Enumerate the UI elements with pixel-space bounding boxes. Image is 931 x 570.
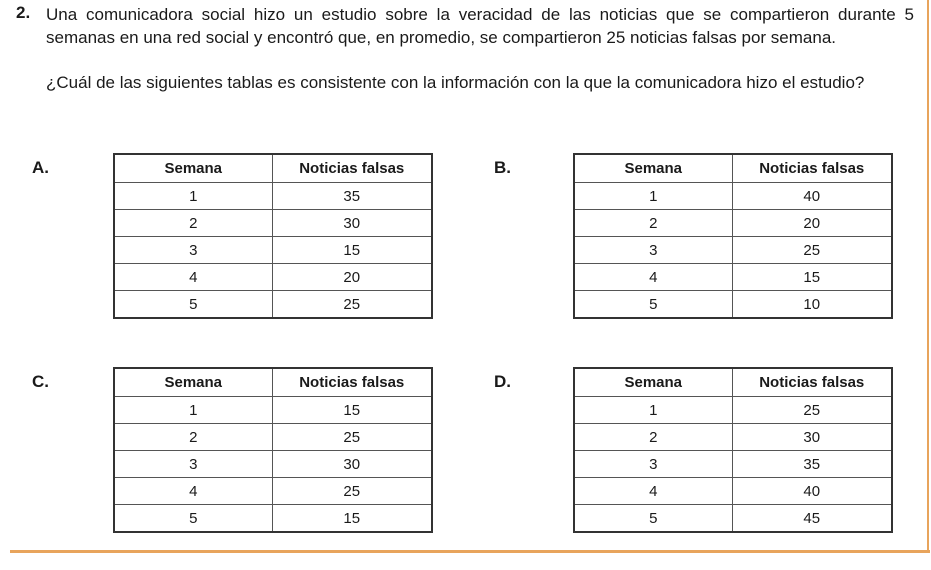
header-noticias-falsas: Noticias falsas — [732, 154, 892, 183]
option-b-letter[interactable]: B. — [494, 158, 511, 177]
table-row — [114, 210, 432, 237]
cell-count: 15 — [732, 264, 892, 291]
table-row — [114, 264, 432, 291]
cell-count: 15 — [272, 505, 432, 533]
option-a-letter[interactable]: A. — [32, 158, 49, 177]
cell-week: 3 — [574, 237, 732, 264]
table-row — [114, 505, 432, 533]
table-row — [114, 237, 432, 264]
cell-count: 20 — [732, 210, 892, 237]
table-row — [114, 291, 432, 319]
cell-week: 2 — [114, 210, 272, 237]
table-header-row — [114, 154, 432, 183]
table-row — [114, 478, 432, 505]
cell-count: 25 — [272, 291, 432, 319]
cell-week: 2 — [114, 424, 272, 451]
cell-count: 45 — [732, 505, 892, 533]
cell-count: 25 — [272, 424, 432, 451]
header-semana: Semana — [114, 368, 272, 397]
table-row — [574, 264, 892, 291]
cell-count: 40 — [732, 478, 892, 505]
right-accent-rule — [927, 0, 929, 552]
table-row — [574, 505, 892, 533]
table-row — [574, 451, 892, 478]
cell-week: 4 — [114, 264, 272, 291]
cell-week: 4 — [114, 478, 272, 505]
cell-week: 4 — [574, 478, 732, 505]
cell-week: 2 — [574, 210, 732, 237]
header-noticias-falsas: Noticias falsas — [272, 368, 432, 397]
cell-week: 5 — [114, 505, 272, 533]
table-header-row — [574, 368, 892, 397]
cell-count: 15 — [272, 237, 432, 264]
table-row — [114, 451, 432, 478]
option-c-table — [113, 367, 433, 533]
table-row — [574, 237, 892, 264]
cell-count: 35 — [732, 451, 892, 478]
question-paragraph-1: Una comunicadora social hizo un estudio sobre la veracidad de las noticias que se compartieron durante 5 semanas en una red social y encontró que, en promedio, se compartieron 25 noticias falsas por semana. — [46, 5, 914, 47]
cell-week: 1 — [114, 397, 272, 424]
table-row — [114, 183, 432, 210]
table-row — [114, 397, 432, 424]
cell-week: 5 — [574, 505, 732, 533]
cell-count: 30 — [732, 424, 892, 451]
cell-week: 5 — [114, 291, 272, 319]
cell-week: 5 — [574, 291, 732, 319]
cell-week: 3 — [114, 451, 272, 478]
cell-week: 1 — [114, 183, 272, 210]
cell-count: 30 — [272, 451, 432, 478]
cell-week: 1 — [574, 183, 732, 210]
cell-count: 40 — [732, 183, 892, 210]
header-noticias-falsas: Noticias falsas — [272, 154, 432, 183]
table-header-row — [574, 154, 892, 183]
question-paragraph-2: ¿Cuál de las siguientes tablas es consistente con la información con la que la comunicadora hizo el estudio? — [46, 73, 865, 92]
header-semana: Semana — [574, 368, 732, 397]
option-b-table — [573, 153, 893, 319]
table-row — [574, 424, 892, 451]
option-a-table — [113, 153, 433, 319]
cell-week: 4 — [574, 264, 732, 291]
option-c-letter[interactable]: C. — [32, 372, 49, 391]
option-d-letter[interactable]: D. — [494, 372, 511, 391]
header-semana: Semana — [574, 154, 732, 183]
question-stem — [46, 3, 914, 94]
cell-count: 30 — [272, 210, 432, 237]
cell-week: 3 — [574, 451, 732, 478]
cell-count: 35 — [272, 183, 432, 210]
cell-week: 3 — [114, 237, 272, 264]
table-header-row — [114, 368, 432, 397]
header-semana: Semana — [114, 154, 272, 183]
table-row — [574, 478, 892, 505]
table-row — [574, 183, 892, 210]
bottom-accent-rule — [10, 550, 930, 553]
cell-count: 15 — [272, 397, 432, 424]
cell-week: 2 — [574, 424, 732, 451]
cell-count: 10 — [732, 291, 892, 319]
cell-count: 20 — [272, 264, 432, 291]
cell-count: 25 — [732, 397, 892, 424]
cell-week: 1 — [574, 397, 732, 424]
table-row — [574, 210, 892, 237]
cell-count: 25 — [272, 478, 432, 505]
table-row — [114, 424, 432, 451]
table-row — [574, 397, 892, 424]
table-row — [574, 291, 892, 319]
question-number: 2. — [16, 3, 31, 22]
cell-count: 25 — [732, 237, 892, 264]
option-d-table — [573, 367, 893, 533]
header-noticias-falsas: Noticias falsas — [732, 368, 892, 397]
